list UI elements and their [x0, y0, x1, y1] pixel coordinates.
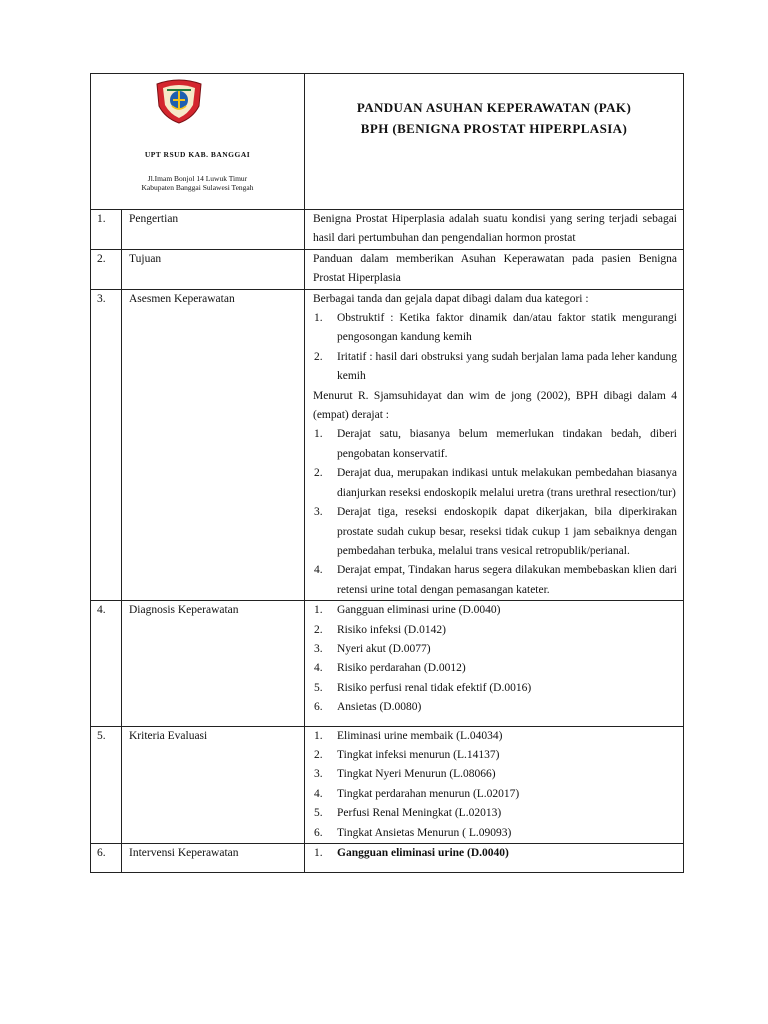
row-number: 3. [91, 289, 122, 601]
row-content [305, 601, 684, 726]
row-label: Tujuan [122, 249, 305, 289]
list-item: 2. Iritatif : hasil dari obstruksi yang sudah berjalan lama pada leher kandung kemih [314, 350, 677, 383]
document-title-line1: PANDUAN ASUHAN KEPERAWATAN (PAK) [356, 100, 632, 115]
list-item: 3. Nyeri akut (D.0077) [314, 642, 431, 655]
list-item: 1. Obstruktif : Ketika faktor dinamik dan/atau faktor statik mengurangi pengosongan kandung kemih [314, 312, 677, 344]
hospital-logo-icon [153, 78, 205, 124]
evaluation-criteria-list [313, 727, 677, 843]
row-number: 6. [91, 844, 122, 873]
hospital-address-line2: Kabupaten Banggai Sulawesi Tengah [141, 183, 254, 192]
list-item: 5. Risiko perfusi renal tidak efektif (D.0016) [314, 681, 532, 694]
list-item: 1. Gangguan eliminasi urine (D.0040) [314, 604, 501, 617]
diagnosis-list [313, 601, 677, 717]
list-item: 4. Derajat empat, Tindakan harus segera dilakukan membebaskan klien dari retensi urine total dengan pemasangan kateter. [314, 564, 677, 596]
list-item: 2. Tingkat infeksi menurun (L.14137) [314, 748, 500, 761]
hospital-address-line1: Jl.Imam Bonjol 14 Luwuk Timur [147, 174, 248, 183]
table-row-diagnosis [91, 601, 684, 726]
row-number: 1. [91, 210, 122, 250]
row-content: Benigna Prostat Hiperplasia adalah suatu kondisi yang sering terjadi sebagai hasil dari pertumbuhan dan pengendalian hormon prostat [305, 210, 684, 250]
list-item: 6. Ansietas (D.0080) [314, 701, 422, 714]
document-title-cell [305, 74, 684, 210]
list-item: 1. Gangguan eliminasi urine (D.0040) [314, 847, 509, 859]
document-title [305, 97, 683, 139]
assessment-intro-degrees: Menurut R. Sjamsuhidayat dan wim de jong (2002), BPH dibagi dalam 4 (empat) derajat : [313, 389, 677, 422]
hospital-name: UPT RSUD KAB. BANGGAI [144, 150, 251, 159]
table-row-kriteria-evaluasi [91, 726, 684, 843]
list-item: 1. Derajat satu, biasanya belum memerlukan tindakan bedah, diberi pengobatan konservatif. [314, 428, 677, 460]
list-item: 3. Tingkat Nyeri Menurun (L.08066) [314, 768, 496, 781]
assessment-intro: Berbagai tanda dan gejala dapat dibagi dalam dua kategori : [313, 292, 589, 305]
row-label: Asesmen Keperawatan [122, 289, 305, 601]
table-row-asesmen [91, 289, 684, 601]
header-row [91, 74, 684, 210]
hospital-header-cell [91, 74, 305, 210]
list-item: 3. Derajat tiga, reseksi endoskopik dapat dikerjakan, bila diperkirakan prostate sudah cukup besar, reseksi tidak cukup 1 jam sebaiknya dengan pembedahan terbuka, melalui trans vesical retropublik/perianal. [314, 506, 677, 557]
assessment-categories-list [313, 309, 677, 387]
list-item: 4. Tingkat perdarahan menurun (L.02017) [314, 787, 520, 800]
list-item: 4. Risiko perdarahan (D.0012) [314, 662, 466, 675]
list-item: 5. Perfusi Renal Meningkat (L.02013) [314, 807, 502, 820]
assessment-degrees-list [313, 425, 677, 600]
row-label: Kriteria Evaluasi [122, 726, 305, 843]
document-title-line2: BPH (BENIGNA PROSTAT HIPERPLASIA) [360, 121, 628, 136]
row-label: Intervensi Keperawatan [122, 844, 305, 873]
list-item: 6. Tingkat Ansietas Menurun ( L.09093) [314, 826, 512, 839]
row-number: 2. [91, 249, 122, 289]
row-content: Panduan dalam memberikan Asuhan Keperawatan pada pasien Benigna Prostat Hiperplasia [305, 249, 684, 289]
intervention-list [313, 844, 677, 863]
row-label: Diagnosis Keperawatan [122, 601, 305, 726]
row-number: 5. [91, 726, 122, 843]
table-row-intervensi [91, 844, 684, 873]
table-row-pengertian [91, 210, 684, 250]
table-row-tujuan [91, 249, 684, 289]
row-label: Pengertian [122, 210, 305, 250]
row-content [305, 844, 684, 873]
list-item: 2. Risiko infeksi (D.0142) [314, 623, 446, 636]
row-content [305, 289, 684, 601]
list-item: 2. Derajat dua, merupakan indikasi untuk melakukan pembedahan biasanya dianjurkan reseksi endoskopik melalui uretra (trans urethral resection/tur) [314, 467, 677, 499]
row-content [305, 726, 684, 843]
row-number: 4. [91, 601, 122, 726]
list-item: 1. Eliminasi urine membaik (L.04034) [314, 729, 503, 742]
nursing-guide-table [90, 73, 684, 873]
